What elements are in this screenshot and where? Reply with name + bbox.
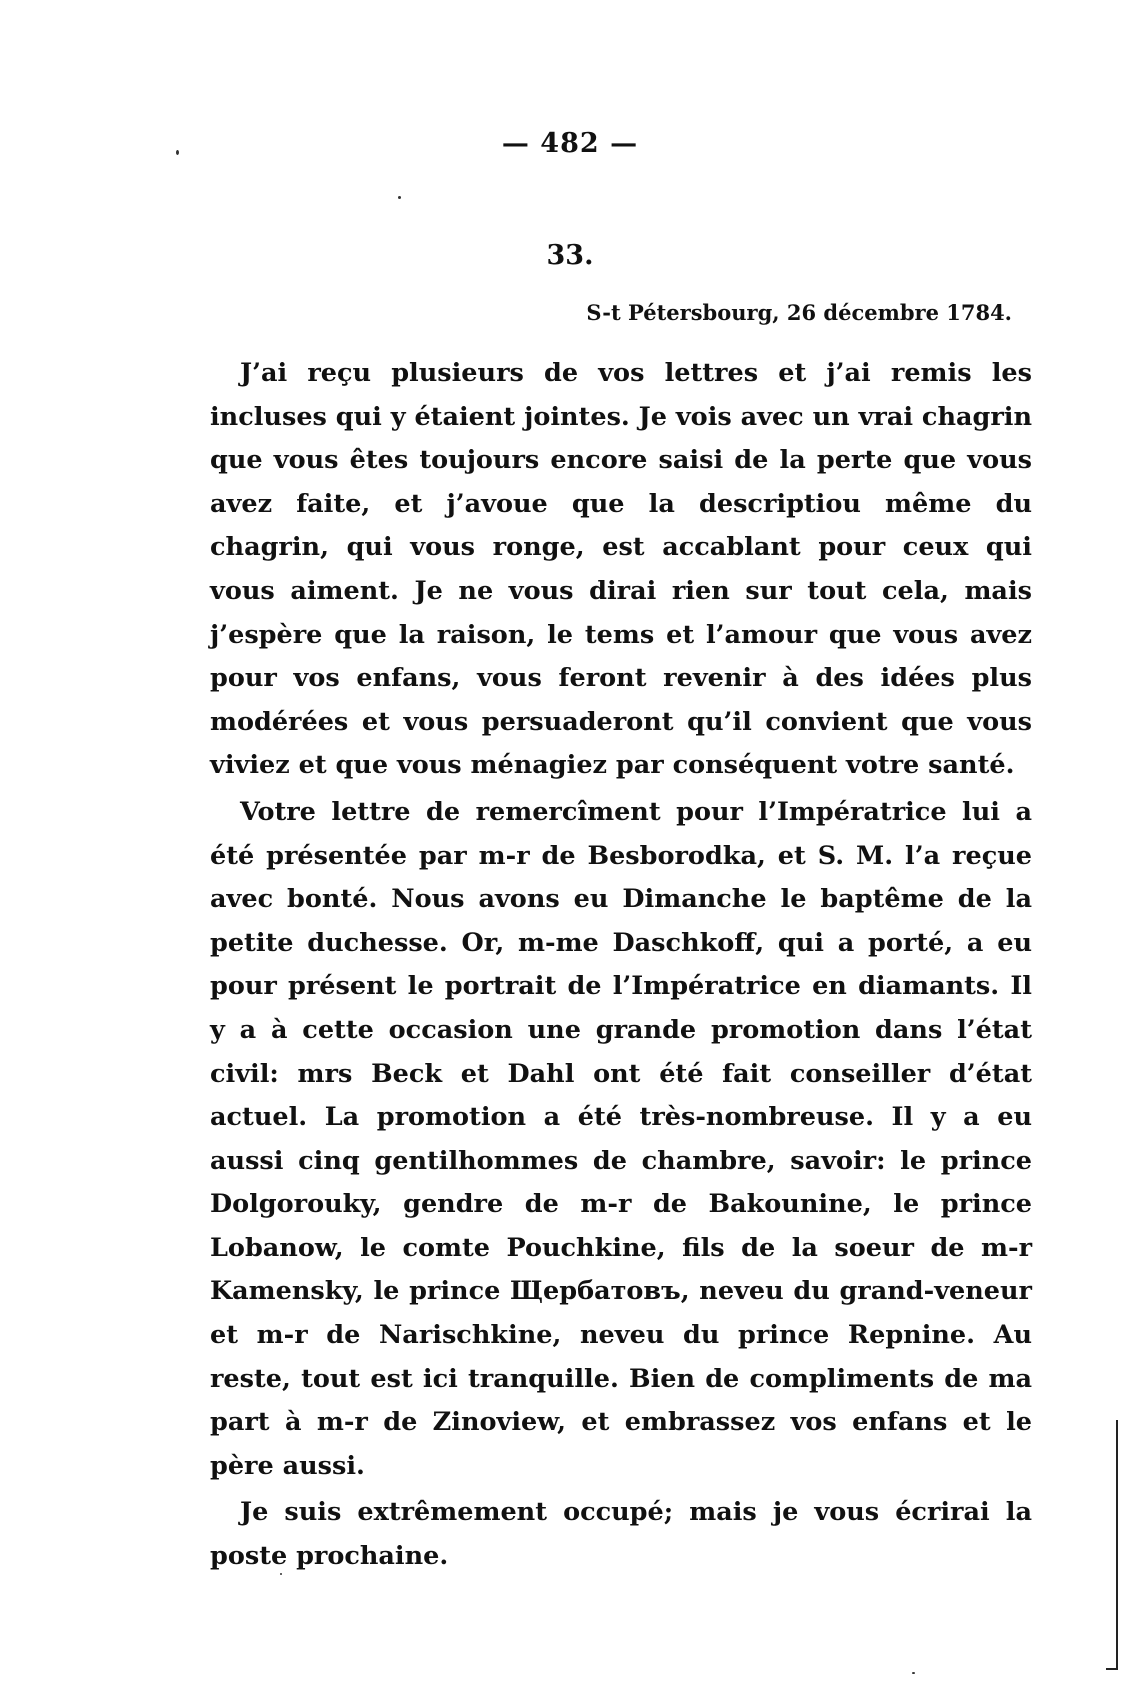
paragraph-1: J’ai reçu plusieurs de vos lettres et j’ai remis les incluses qui y étaient jointes. Je vois avec un vrai chagrin que vous êtes toujours encore saisi de la perte que vous avez faite, et j’avoue que la descriptiou même du chagrin, qui vous ronge, est accablant pour ceux qui vous aiment. Je ne vous dirai rien sur tout cela, mais j’espère que la raison, le tems et l’amour que vous avez pour vos enfans, vous feront revenir à des idées plus modérées et vous persuaderont qu’il convient que vous viviez et que vous ménagiez par conséquent votre santé. <box>210 358 1032 781</box>
page-number: — 482 — <box>501 128 639 159</box>
dateline: S-t Pétersbourg, 26 décembre 1784. <box>586 300 1012 325</box>
scan-speck <box>280 1573 282 1575</box>
scan-speck <box>912 1672 915 1674</box>
letter-body <box>210 352 1032 1582</box>
scan-edge-rule <box>1116 1420 1118 1670</box>
scan-edge-rule-foot <box>1106 1668 1118 1670</box>
scan-speck <box>176 150 179 155</box>
paragraph-2: Votre lettre de remercîment pour l’Impératrice lui a été présentée par m-r de Besborodka, et S. M. l’a reçue avec bonté. Nous avons eu Dimanche le baptême de la petite duchesse. Or, m-me Daschkoff, qui a porté, a eu pour présent le portrait de l’Impératrice en diamants. Il y a à cette occasion une grande promotion dans l’état civil: mrs Beck et Dahl ont été fait conseiller d’état actuel. La promotion a été très-nombreuse. Il y a eu aussi cinq gentilhommes de chambre, savoir: le prince Dolgorouky, gendre de m-r de Bakounine, le prince Lobanow, le comte Pouchkine, fils de la soeur de m-r Kamensky, le prince Щербатовъ, neveu du grand-veneur et m-r de Narischkine, neveu du prince Repnine. Au reste, tout est ici tranquille. Bien de compliments de ma part à m-r de Zinoview, et embrassez vos enfans et le père aussi. <box>210 796 1032 1481</box>
letter-number: 33. <box>546 240 594 271</box>
scan-speck <box>398 196 401 199</box>
paragraph-3: Je suis extrêmement occupé; mais je vous écrirai la poste prochaine. <box>210 1497 1032 1572</box>
